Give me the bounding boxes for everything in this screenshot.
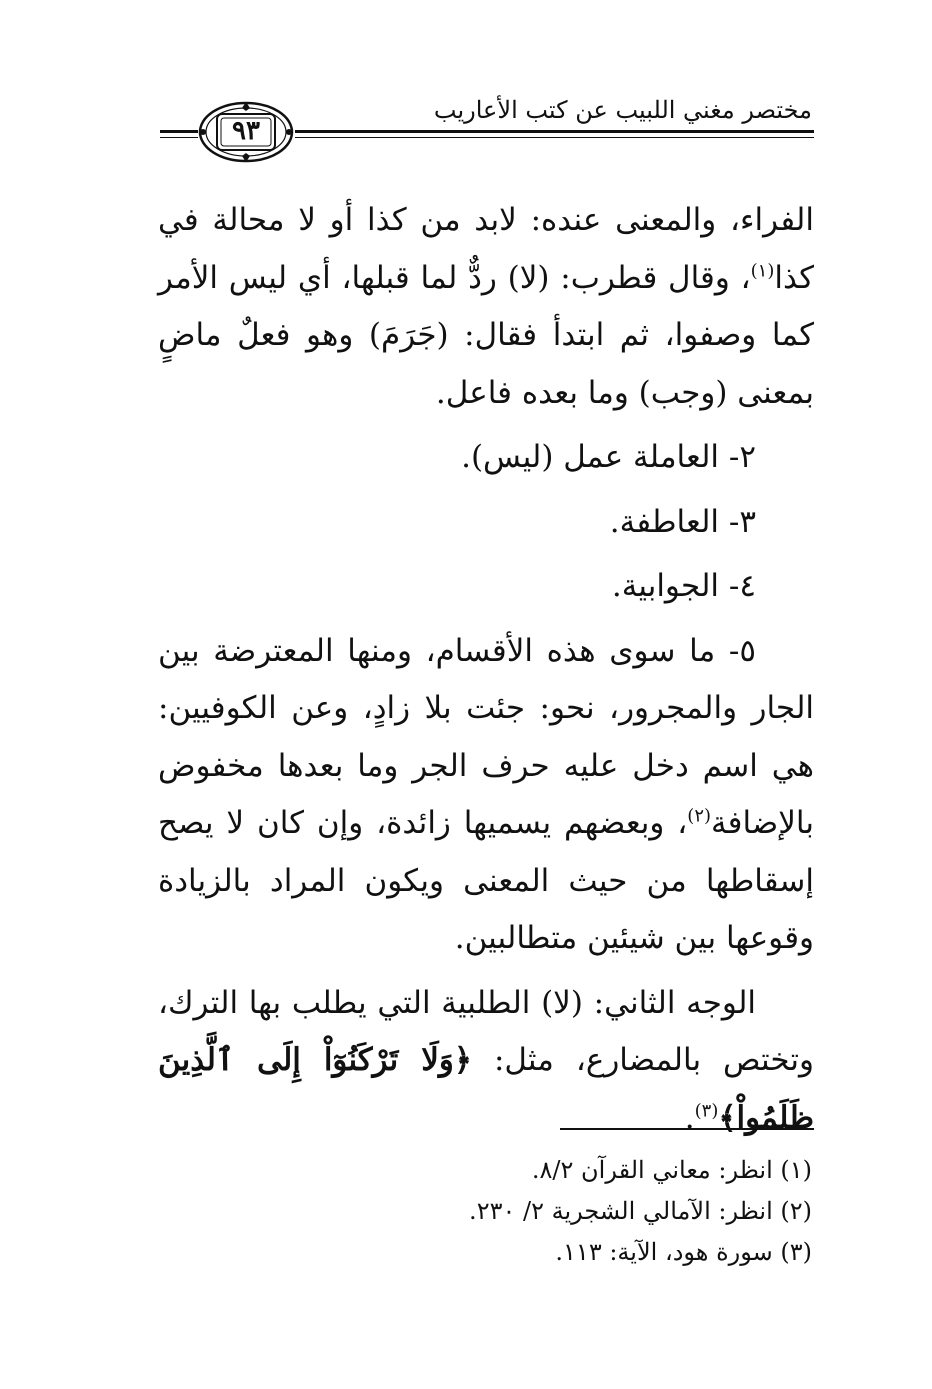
footnote-ref-1: (١) [750, 260, 775, 282]
page-number-badge [197, 100, 295, 164]
paragraph-1-text-a: الفراء، والمعنى عنده: لابد من كذا أو لا محالة في كذا [158, 202, 814, 296]
footnote-3: (٣) سورة هود، الآية: ١١٣. [555, 1238, 812, 1266]
quran-verse: ﴿وَلَا تَرْكَنُوٓاْ إِلَى ٱلَّذِينَ ظَلَمُواْ﴾ [158, 1042, 814, 1136]
paragraph-1-text-b: ، وقال قطرب: (لا) ردٌّ لما قبلها، أي ليس الأمر كما وصفوا، ثم ابتدأ فقال: (جَرَمَ) وهو فعلٌ ماضٍ بمعنى (وجب) وما بعده فاعل. [158, 259, 814, 411]
header-rule [295, 130, 814, 138]
running-title: مختصر مغني اللبيب عن كتب الأعاريب [433, 96, 812, 124]
footnote-1: (١) انظر: معاني القرآن ٨/٢. [531, 1156, 812, 1184]
paragraph-5-text-b: ، وبعضهم يسميها زائدة، وإن كان لا يصح إسقاطها من حيث المعنى ويكون المراد بالزيادة وقوعها بين شيئين متطالبين. [158, 805, 814, 956]
main-text [158, 192, 814, 1147]
footnotes [156, 1150, 812, 1273]
paragraph-5 [158, 623, 814, 968]
list-item-4: ٤- الجوابية. [611, 568, 756, 604]
footnote-rule [560, 1128, 814, 1130]
paragraph-6-text-b: . [684, 1099, 695, 1136]
list-item-3: ٣- العاطفة. [609, 503, 756, 540]
paragraph-6 [158, 975, 814, 1148]
footnote-ref-2: (٢) [687, 805, 712, 827]
footnote-ref-3: (٣) [694, 1100, 719, 1122]
page-number: ٩٣ [232, 116, 260, 146]
header-rule-left [160, 130, 198, 138]
paragraph-5-text-a: ٥- ما سوى هذه الأقسام، ومنها المعترضة بين الجار والمجرور، نحو: جئت بلا زادٍ، وعن الكوفيين: هي اسم دخل عليه حرف الجر وما بعدها مخفوض بالإضافة [158, 632, 814, 841]
paragraph-6-text-a: الوجه الثاني: (لا) الطلبية التي يطلب بها الترك، وتختص بالمضارع، مثل: [158, 984, 814, 1078]
list-item-2: ٢- العاملة عمل (ليس). [461, 439, 756, 475]
paragraph-1 [158, 192, 814, 422]
footnote-2: (٢) انظر: الآمالي الشجرية ٢/ ٢٣٠. [469, 1197, 812, 1225]
